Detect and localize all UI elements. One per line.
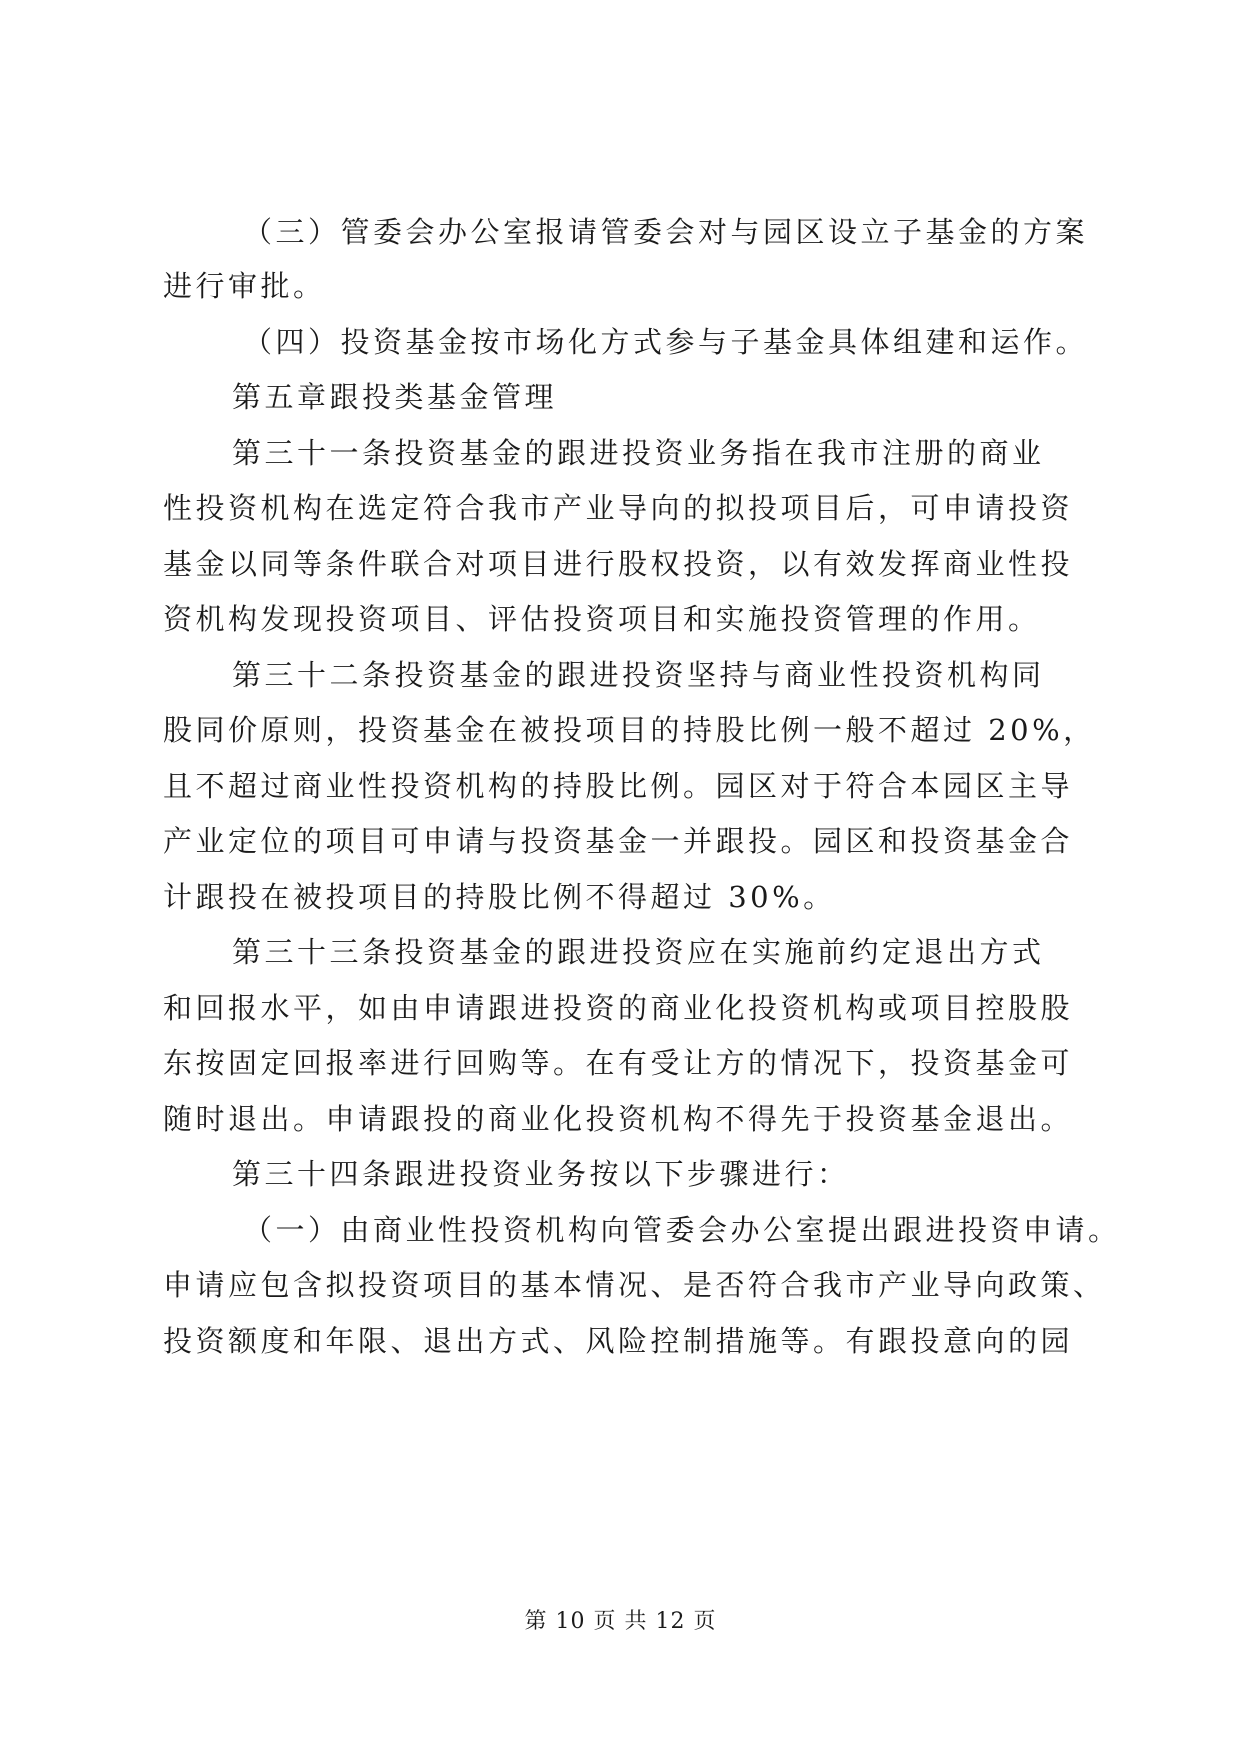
page-number-footer: 第 10 页 共 12 页: [524, 1609, 717, 1634]
paragraph-line: 计跟投在被投项目的持股比例不得超过 30%。: [163, 880, 836, 914]
paragraph-line: 申请应包含拟投资项目的基本情况、是否符合我市产业导向政策、: [163, 1268, 1106, 1302]
paragraph-line: 产业定位的项目可申请与投资基金一并跟投。园区和投资基金合: [163, 824, 1074, 858]
paragraph-line: （一）由商业性投资机构向管委会办公室提出跟进投资申请。: [243, 1213, 1121, 1247]
paragraph-line: 投资额度和年限、退出方式、风险控制措施等。有跟投意向的园: [163, 1324, 1074, 1358]
paragraph-line: 第三十四条跟进投资业务按以下步骤进行：: [232, 1157, 850, 1191]
paragraph-line: 第三十二条投资基金的跟进投资坚持与商业性投资机构同: [232, 658, 1045, 692]
paragraph-line: 进行审批。: [163, 269, 326, 303]
paragraph-line: （四）投资基金按市场化方式参与子基金具体组建和运作。: [243, 325, 1089, 359]
paragraph-line: 股同价原则，投资基金在被投项目的持股比例一般不超过 20%，: [163, 713, 1096, 747]
paragraph-line: 第三十一条投资基金的跟进投资业务指在我市注册的商业: [232, 436, 1045, 470]
paragraph-line: 和回报水平，如由申请跟进投资的商业化投资机构或项目控股股: [163, 991, 1074, 1025]
paragraph-line: 且不超过商业性投资机构的持股比例。园区对于符合本园区主导: [163, 769, 1074, 803]
paragraph-line: 性投资机构在选定符合我市产业导向的拟投项目后，可申请投资: [163, 491, 1074, 525]
paragraph-line: 随时退出。申请跟投的商业化投资机构不得先于投资基金退出。: [163, 1102, 1074, 1136]
paragraph-line: 东按固定回报率进行回购等。在有受让方的情况下，投资基金可: [163, 1046, 1074, 1080]
paragraph-line: 基金以同等条件联合对项目进行股权投资，以有效发挥商业性投: [163, 547, 1074, 581]
paragraph-line: （三）管委会办公室报请管委会对与园区设立子基金的方案: [243, 215, 1089, 249]
chapter-heading: 第五章跟投类基金管理: [232, 380, 558, 414]
paragraph-line: 第三十三条投资基金的跟进投资应在实施前约定退出方式: [232, 935, 1045, 969]
paragraph-line: 资机构发现投资项目、评估投资项目和实施投资管理的作用。: [163, 602, 1041, 636]
